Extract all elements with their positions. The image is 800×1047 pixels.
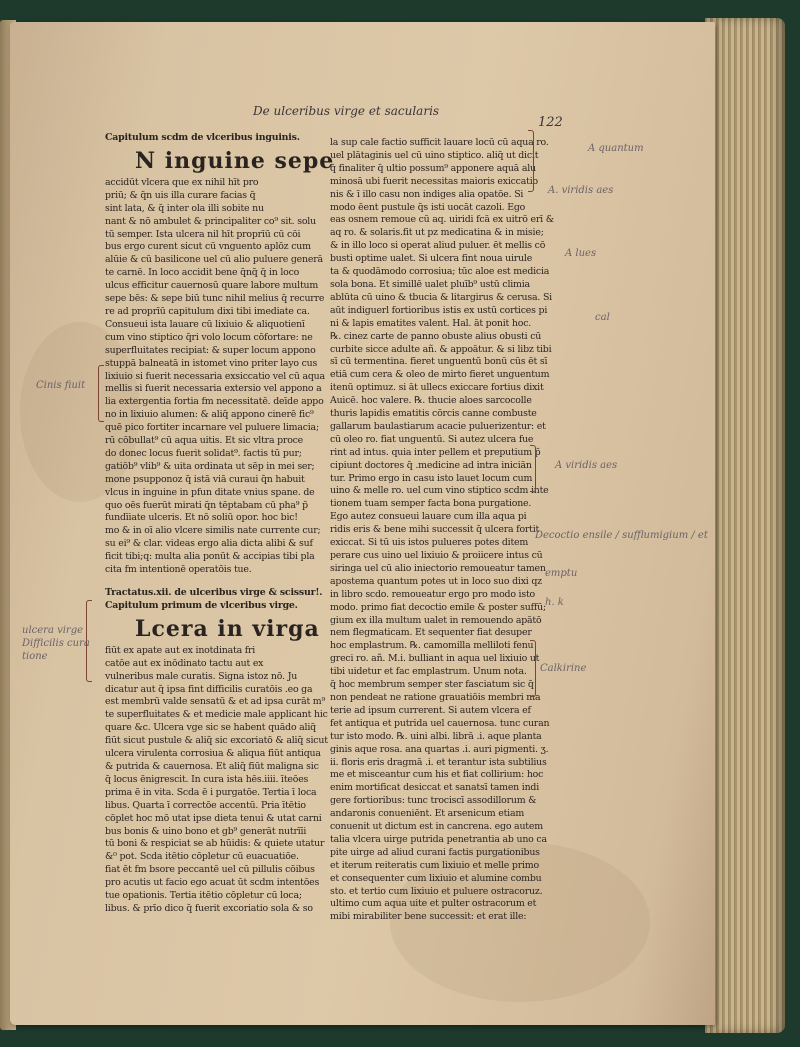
page-number: 122 [538,115,563,130]
text-line: libus. & prīo dico q̄ fuerit excoriatio sola & so [105,902,313,914]
text-line: te superfluitates & et medicie male applicant hic [105,709,328,721]
text-line: sint lata, & q̄ inter ola illi sobite nu [105,202,264,214]
text-line: &⁰ pot. Scda itētio cōpletur cū euacuatiōe. [105,851,299,863]
text-line: est membrū valde sensatū & et ad ipsa curāt m⁹ [105,696,326,708]
text-line: minosā ubi fuerit necessitas maioris exiccatio [330,175,538,187]
text-line: gallarum baulastiarum acacie puluerizentur: et [330,420,546,432]
text-line: dicatur aut q̄ ipsa fint difficilis curatōis .eo ga [105,683,313,695]
text-line: Auicē. hoc valere. ℞. thucie aloes sarcocolle [330,395,532,407]
text-line: uel plātaginis uel cū uino stiptico. aliq̄ ut dicit [330,149,539,161]
text-line: ridis eris & bene mihi successit q̄ ulcera fortit [330,524,540,536]
text-line: accidūt vlcera que ex nihil hīt pro [105,176,259,188]
text-line: hoc emplastrum. ℞. camomilla melliloti fenu [330,640,534,652]
text-line: ulcus efficitur cauernosū quare labore multum [105,280,319,292]
text-line: prima ē in vita. Scda ē i purgatōe. Tertia ī loca [105,786,317,798]
margin-bracket [86,600,92,682]
text-line: tū boni & respiciat se ab hūidis: & quiete utatur [105,838,325,850]
text-line: talia vlcera uirge putrida penetrantia ab uno ca [330,833,547,845]
text-line: mone psupponoz q̄ istā viā curaui q̄n habuit [105,473,305,485]
margin-note-left-3: Difficilis cura [22,638,90,649]
text-line: la sup cale factio sufficit lauare locū cū aqua ro. [330,137,549,148]
text-line: Ego autez consueui lauare cum illa aqua pi [330,511,527,523]
text-line: do donec locus fuerit solidat⁹. factis tū pur; [105,447,302,459]
page-block-edge [705,18,785,1033]
text-line: su ei⁹ & clar. videas ergo alia dicta alibi & suf [105,538,313,550]
chapter-heading-2: Capitulum primum de vlceribus virge. [105,599,298,611]
text-line: thuris lapidis ematitis cōrcis canne combuste [330,408,537,420]
text-line: rū cōbullat⁹ cū aqua uitis. Et sic vltra proce [105,435,304,447]
text-line: ni & lapis ematites valent. Hal. āt ponit hoc. [330,317,532,329]
margin-note-left-1: Cinis fiuit [36,380,86,391]
treatise-heading: Tractatus.xii. de ulceribus virge & scissur!. [105,587,323,598]
text-line: cōplet hoc mō utat ipse dieta tenui & utat carni [105,812,322,824]
text-line: sepe bēs: & sepe biū tunc nihil melius q̄ recurre [105,293,325,305]
text-line: alūie & cū basilicone uel cū alio puluere generā [105,254,323,266]
text-line: ℞. cinez carte de panno obuste alius obusti cū [330,330,542,342]
text-line: tur isto modo. ℞. uini albi. librā .i. aque planta [330,730,542,742]
margin-bracket [530,640,536,697]
text-line: mo & in oī alio vlcere similis nate currente cur; [105,525,321,537]
text-line: cum vino stiptico q̄ri volo locum cōfortare: ne [105,331,313,343]
text-line: exiccat. Si tū uis istos pulueres potes ditem [330,537,529,549]
text-line: ii. floris eris dragmā .i. et terantur ista subtilius [330,756,547,768]
text-line: tū semper. Ista ulcera nil hīt proprīū cū cōi [105,228,301,240]
margin-note-right-7: emptu [545,568,578,579]
text-line: te carnē. In loco accidit bene q̄nq̄ q̄ in loco [105,267,300,279]
text-line: fundīiate ulceris. Et nō soliū opor. hoc bic! [105,512,298,524]
text-line: q̄ finaliter q̄ ultio possum⁹ apponere aquā alu [330,162,536,174]
initial-title-2: Lcera in virga [135,615,320,642]
text-line: ablūta cū uino & tbucia & litargirus & cerusa. Si [330,291,552,303]
text-line: conuenit ut dictum est in cancrena. ego autem [330,821,543,833]
text-line: ultimo cum aqua uite et pulter ostracorum et [330,898,537,910]
text-line: et consequenter cum lixiuio et alumine combu [330,872,542,884]
text-line: lia extergentia fortia fm necessitatē. deīde appo [105,396,324,408]
text-line: lixiuio si fuerit necessaria exsiccatio vel cū aqua [105,370,325,382]
text-line: mellis si fuerit necessaria extersio vel appono a [105,383,322,395]
right-column [330,137,554,924]
text-line: greci ro. añ. M.i. bulliant in aqua uel lixiuio ut [330,653,540,665]
margin-note-right-9: Calkirine [540,663,587,674]
text-line: stuppā balneatā in istomet vino priter layo cus [105,357,318,369]
text-line: tionem tuam semper facta bona purgatione. [330,498,532,510]
text-line: ulcera virulenta corrosiua & aliqua fiūt antiqua [105,748,321,760]
text-line: etiā cum cera & oleo de mirto fieret unguentum [330,369,550,381]
header-note: De ulceribus virge et sacularis [253,104,440,118]
initial-title: N inguine sepe [135,147,335,174]
text-line: apostema quantum potes ut in loco suo dixi qz [330,575,542,587]
text-line: terie ad ipsum currerent. Si autem vlcera ef [330,704,531,716]
margin-bracket [98,365,104,422]
margin-bracket [528,130,534,192]
text-line: nant & nō ambulet & principaliter co⁹ sit. solu [105,215,316,227]
text-line: sī cū termentina. fieret unguentū bonū cūs ēt sī [330,356,548,368]
text-line: fiūt ex apate aut ex inotdinata fri [105,644,256,656]
text-line: gere fortioribus: tunc trociscī assodillorum & [330,795,537,807]
margin-bracket [530,445,536,492]
margin-note-right-8: h. k [545,597,564,608]
text-line: sto. et tertio cum lixiuio et puluere ostracoruz. [330,885,543,897]
text-line: quē pico fortiter incarnare vel puluere limacia; [105,422,319,434]
text-line: aūt indiguerl fortioribus istis ex ustū cortices pi [330,304,548,316]
text-line: in libro scdo. remoueatur ergo pro modo isto [330,588,535,600]
text-line: q̄ hoc membrum semper ster fasciatum sic q̄ [330,679,534,691]
margin-note-right-2: A. viridis aes [548,185,614,196]
margin-note-right-3: A lues [565,248,597,259]
text-line: nis & ī illo casu non indiges alia opatōe. Si [330,188,524,200]
text-line: aq ro. & solaris.fit ut pz medicatina & in misie; [330,227,544,239]
text-line: superfluitates recipiat: & super locum appono [105,344,316,356]
text-line: fet antiqua et putrida uel cauernosa. tunc curan [330,717,550,729]
text-line: modo ēent pustule q̄s isti uocāt cazoli. Ego [330,201,526,213]
margin-note-right-5: A viridis aes [555,460,618,471]
text-line: busti optime ualet. Si ulcera fint noua uirule [330,253,533,265]
text-line: quare &c. Ulcera vge sic se habent quādo aliq̄ [105,722,316,734]
text-line: ginis aque rosa. ana quartas .i. auri pigmenti. ʒ. [330,743,549,755]
text-line: q̄ locus ēnigrescit. In cura ista hēs.iiii. īteōes [105,773,309,785]
text-line: priū; & q̄n uis illa curare facias q̄ [105,189,256,201]
text-line: vlcus in inguine in pfun ditate vnius spane. de [105,486,315,498]
text-line: andaronis conueniēnt. Et arsenicum etiam [330,808,525,820]
text-line: enim mortificat desiccat et sanatsī tamen indi [330,782,540,794]
text-line: uino & melle ro. uel cum vino stiptico scdm inte [330,485,549,497]
text-line: mibi mirabiliter bene successit: et erat ille: [330,911,527,923]
margin-note-right-4: cal [595,312,610,323]
text-line: & putrida & cauernosa. Et aliq̄ fiūt maligna sic [105,760,319,772]
text-line: & in illo loco si operat aliud puluer. ēt mellis cō [330,240,546,252]
margin-note-left-4: tione [22,651,48,662]
text-line: gium ex illa multum ualet in remouendo apātō [330,614,542,626]
margin-note-right-6: Decoctio ensile / sufflumigium / et [535,530,708,541]
text-line: ta & quodāmodo corrosiua; tūc aloe est medicia [330,266,550,278]
text-line: nem flegmaticam. Et sequenter fiat desuper [330,627,532,639]
text-line: ficit tibi;q: multa alia ponūt & accipias tibi pla [105,551,315,563]
text-line: et iterum reiteratis cum lixiuio et melle primo [330,859,539,871]
text-line: libus. Quarta ī correctōe accentū. Pria ītētio [105,799,306,811]
text-line: modo. primo fiat decoctio emile & poster suffū; [330,601,546,613]
text-line: no in lixiuio alumen: & aliq̄ appono cinerē fic⁹ [105,409,314,421]
text-line: pro acutis ut facio ego acuat ūt scdm intentōes [105,877,320,889]
text-line: tur. Primo ergo in casu isto lauet locum cum [330,472,533,484]
text-line: me et misceantur cum his et fiat collirium: hoc [330,769,544,781]
text-line: cipiunt doctores q̄ .medicine ad intra iniciān [330,459,532,471]
chapter-heading: Capitulum scdm de vlceribus inguinis. [105,132,300,143]
text-line: re ad proprīū capitulum dixi tibi imediate ca. [105,305,310,317]
text-line: eas osnem remoue cū aq. uiridi fcā ex uitrō erī & [330,214,554,226]
text-line: vulneribus male curatis. Signa istoz nō. Ju [105,670,298,682]
text-line: bus bonis & uino bono et gb⁹ generāt nutrīīi [105,825,307,837]
margin-note-right-1: A quantum [588,143,644,154]
text-line: quo oēs fuerūt mirati q̄n tēptabam cū pha⁹ p̄ [105,499,308,511]
text-line: rint ad intus. quia inter pellem et preputium p̄ [330,446,541,458]
text-line: fiat ēt fm bsore peccantē uel cū pillulis cōibus [105,864,315,876]
text-line: cita fm intentionē operatōis tue. [105,564,252,576]
text-line: bus ergo curent sicut cū vnguento aplōz cum [105,241,311,253]
text-line: siringa uel cū alio iniectorio remoueatur tamen [330,562,546,574]
margin-note-left-2: ulcera virge [22,625,84,636]
text-line: catōe aut ex inōdinato tactu aut ex [105,657,264,669]
text-line: tibi uidetur et fac emplastrum. Unum nota. [330,666,527,678]
text-line: itenū optimuz. si āt ullecs exiccare fortius dixit [330,382,544,394]
text-line: fiūt sicut pustule & aliq̄ sic excoriatō & aliq̄ sicut [105,735,328,747]
text-line: tue opationis. Tertia itētio cōpletur cū loca; [105,890,302,902]
text-line: gatiōb⁹ vlib⁹ & uita ordinata ut sēp in mei ser; [105,460,315,472]
text-line: sola bona. Et simillē ualet pluīb⁹ ustū climia [330,278,530,290]
left-column [105,132,335,916]
text-line: non pendeat ne ratione grauatiōis membri ma [330,691,541,703]
text-line: curbite sicce adulte añ. & appoātur. & si libz tibi [330,343,552,355]
text-line: pite uirge ad aliud curani factis purgationibus [330,846,540,858]
text-line: cū oleo ro. fiat unguentū. Si autez ulcera fue [330,433,534,445]
text-line: perare cus uino uel lixiuio & proiicere intus cū [330,550,543,561]
text-line: Consueui ista lauare cū lixiuio & aliquotienī [105,318,305,330]
